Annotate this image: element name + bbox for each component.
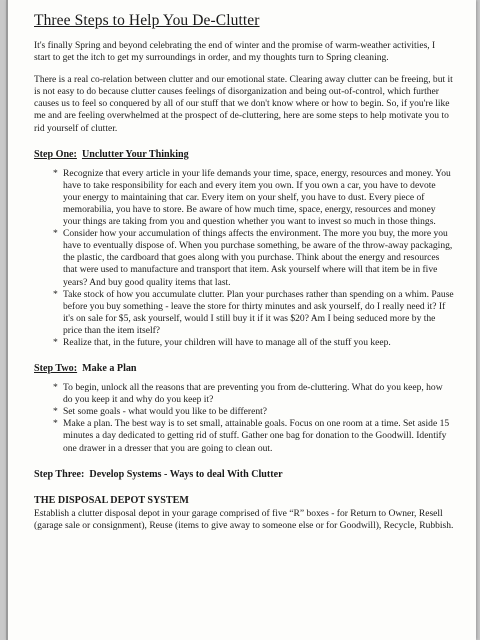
step-two-heading [34, 363, 454, 375]
step-one-heading [34, 149, 454, 161]
step-three-title: Develop Systems - Ways to deal With Clutter [89, 468, 283, 480]
step-three-label: Step Three: [34, 468, 85, 480]
document-page [6, 0, 476, 640]
step-one-title: Unclutter Your Thinking [81, 148, 189, 160]
bullet-icon: * [53, 288, 58, 300]
bullet-icon: * [53, 336, 58, 348]
step-three-heading [34, 469, 454, 481]
disposal-paragraph: Establish a clutter disposal depot in your garage comprised of five “R” boxes - for Return to Owner, Resell (garage sale or consignment), Reuse (items to give away to someone else or for Goodwill), Recycle, Rubbish. [34, 507, 454, 531]
disposal-heading: THE DISPOSAL DEPOT SYSTEM [34, 494, 189, 506]
step-one-list [34, 168, 454, 349]
step-one-label: Step One: [34, 148, 77, 160]
document-title: Three Steps to Help You De-Clutter [34, 12, 260, 29]
step-two-title: Make a Plan [82, 363, 137, 375]
scan-edge [6, 0, 8, 640]
step-two-label: Step Two: [34, 363, 78, 375]
intro-paragraph-1: It's finally Spring and beyond celebrating the end of winter and the promise of warm-weather activities, I start to get the itch to get my surroundings in order, and my thoughts turn to Spring cleaning. [34, 40, 436, 64]
bullet-icon: * [53, 406, 58, 418]
intro-paragraph-2: There is a real co-relation between clutter and our emotional state. Clearing away clutter can be freeing, but it is not easy to do because clutter causes feelings of disorganization and being out-of-control, which further causes us to feel so conquered by all of our stuff that we don't know where or how to begin. So, if you're like me and are feeling overwhelmed at the prospect of de-cluttering, here are some steps to help motivate you to rid yourself of clutter. [34, 74, 453, 134]
bullet-icon: * [53, 418, 58, 430]
list-item: * Make a plan. The best way is to set small, attainable goals. Focus on one room at a time. Set aside 15 minutes a day dedicated to getting rid of stuff. Gather one bag for donation to the Goodwill. Identify one drawer in a dresser that you are going to clean out. [53, 418, 450, 454]
list-item: * Consider how your accumulation of things affects the environment. The more you buy, the more you have to eventually dispose of. When you purchase something, be aware of the throw-away packaging, the plastic, the cardboard that goes along with you purchase. Think about the energy and resources that were used to manufacture and transport that item. Ask yourself where will that item be in five years? And buy good quality items that last. [53, 228, 453, 288]
list-item: * Recognize that every article in your life demands your time, space, energy, resources and money. You have to take responsibility for each and every item you own. If you own a car, you have to devote your energy to maintaining that car. Every item on your shelf, you have to dust. Every piece of memorabilia, you have to store. Be aware of how much time, space, energy, resources and money your things are taking from you and question whether you want to invest so much in those things. [53, 167, 451, 228]
list-item: * Take stock of how you accumulate clutter. Plan your purchases rather than spending on a whim. Pause before you buy something - leave the store for thirty minutes and ask yourself, do I really need it? If it's on sale for $5, ask yourself, would I still buy it if it was $20? Am I being seduced more by the price than the item itself? [53, 288, 454, 336]
list-item: * Set some goals - what would you like to be different? [53, 406, 267, 418]
document-content [34, 12, 454, 532]
step-two-list [34, 382, 454, 455]
list-item: * To begin, unlock all the reasons that are preventing you from de-cluttering. What do you keep, how do you keep it and why do you keep it? [53, 382, 443, 406]
bullet-icon: * [53, 167, 58, 179]
list-item: * Realize that, in the future, your children will have to manage all of the stuff you keep. [53, 336, 391, 348]
bullet-icon: * [53, 228, 58, 240]
bullet-icon: * [53, 382, 58, 394]
